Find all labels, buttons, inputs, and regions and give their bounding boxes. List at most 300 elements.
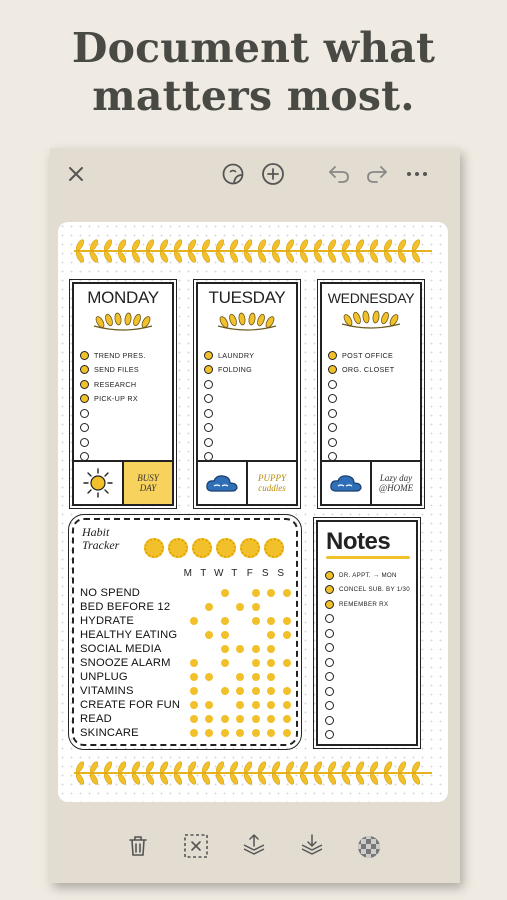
habit-cell[interactable] xyxy=(248,729,264,737)
task-item[interactable] xyxy=(204,363,254,378)
habit-list xyxy=(80,586,295,740)
leaf-mark xyxy=(187,239,198,252)
note-item[interactable] xyxy=(325,597,410,612)
leaf-mark xyxy=(201,251,212,264)
leaf-mark xyxy=(369,773,380,786)
habit-row[interactable] xyxy=(80,600,295,614)
note-bullet xyxy=(325,600,334,609)
sun-sticker-icon xyxy=(144,538,164,558)
note-bullet xyxy=(325,629,334,638)
note-item[interactable] xyxy=(325,699,410,714)
task-list xyxy=(80,348,146,464)
headline-line-1: Document what xyxy=(71,24,436,72)
habit-label: SKINCARE xyxy=(80,727,139,739)
day-title: WEDNESDAY xyxy=(327,290,415,306)
leaf-mark xyxy=(201,239,212,252)
habit-cell[interactable] xyxy=(264,645,280,653)
day-letter: T xyxy=(231,568,238,579)
habit-cell[interactable] xyxy=(279,687,295,695)
habit-check-dot xyxy=(267,729,275,737)
leaf-mark xyxy=(103,251,114,264)
habit-check-dot xyxy=(252,645,260,653)
habit-row[interactable] xyxy=(80,726,295,740)
task-label: LAUNDRY xyxy=(218,350,255,360)
task-bullet xyxy=(204,380,213,389)
task-item[interactable] xyxy=(328,421,394,436)
habit-row[interactable] xyxy=(80,628,295,642)
leaf-mark xyxy=(201,761,212,774)
habit-cell[interactable] xyxy=(279,603,295,611)
leaf-mark xyxy=(369,761,380,774)
habit-cell[interactable] xyxy=(202,729,218,737)
habit-check-dot xyxy=(252,687,260,695)
task-item[interactable] xyxy=(204,435,254,450)
habit-cell[interactable] xyxy=(233,617,249,625)
leaf-mark xyxy=(327,761,338,774)
task-item[interactable] xyxy=(328,377,394,392)
habit-cell[interactable] xyxy=(264,673,280,681)
task-list xyxy=(204,348,254,464)
habit-cell[interactable] xyxy=(248,673,264,681)
habit-cell[interactable] xyxy=(202,645,218,653)
habit-cell[interactable] xyxy=(248,617,264,625)
habit-check-dot xyxy=(267,701,275,709)
habit-check-dot xyxy=(221,659,229,667)
note-label: DR. APPT. → MON xyxy=(339,571,397,579)
leaf-mark xyxy=(89,251,100,264)
leaf-mark xyxy=(271,239,282,252)
leaf-mark xyxy=(355,239,366,252)
habit-cell[interactable] xyxy=(233,729,249,737)
day-card-monday[interactable] xyxy=(72,282,174,506)
task-bullet xyxy=(328,351,337,360)
habit-cell[interactable] xyxy=(264,729,280,737)
task-item[interactable] xyxy=(80,421,146,436)
habit-cell[interactable] xyxy=(186,645,202,653)
note-item[interactable] xyxy=(325,713,410,728)
notes-title: Notes xyxy=(326,528,391,555)
habit-check-dot xyxy=(267,589,275,597)
habit-cell[interactable] xyxy=(217,701,233,709)
habit-cell[interactable] xyxy=(186,659,202,667)
habit-cell[interactable] xyxy=(217,729,233,737)
import-icon[interactable] xyxy=(298,832,326,860)
habit-cell[interactable] xyxy=(264,687,280,695)
leaf-mark xyxy=(313,239,324,252)
habit-check-dot xyxy=(283,701,291,709)
habit-cell[interactable] xyxy=(217,603,233,611)
habit-cell[interactable] xyxy=(264,701,280,709)
leaf-mark xyxy=(103,239,114,252)
leaf-mark xyxy=(229,761,240,774)
habit-cell[interactable] xyxy=(233,603,249,611)
leaf-mark xyxy=(299,773,310,786)
habit-check-dot xyxy=(267,687,275,695)
habit-check-dot xyxy=(221,617,229,625)
note-label: REMEMBER RX xyxy=(339,600,389,608)
habit-cell[interactable] xyxy=(279,659,295,667)
habit-check-dot xyxy=(190,729,198,737)
leaf-mark xyxy=(411,761,422,774)
leaf-mark xyxy=(75,239,86,252)
transparency-icon[interactable] xyxy=(355,833,383,861)
notes-card[interactable] xyxy=(316,520,418,746)
leaf-mark xyxy=(383,761,394,774)
leaf-mark xyxy=(299,761,310,774)
task-bullet xyxy=(328,438,337,447)
task-item[interactable] xyxy=(204,421,254,436)
task-item[interactable] xyxy=(204,348,254,363)
habit-cell[interactable] xyxy=(217,645,233,653)
note-bullet xyxy=(325,571,334,580)
day-letter: W xyxy=(214,568,224,579)
leaf-mark xyxy=(243,251,254,264)
task-item[interactable] xyxy=(204,377,254,392)
footer-label: Lazy day @HOME xyxy=(378,473,414,493)
leaf-mark xyxy=(271,761,282,774)
habit-title-line-1: Habit xyxy=(82,525,110,539)
sun-sticker-icon xyxy=(216,538,236,558)
leaf-mark xyxy=(215,239,226,252)
habit-check-dot xyxy=(205,631,213,639)
task-bullet xyxy=(328,394,337,403)
task-bullet xyxy=(328,409,337,418)
note-bullet xyxy=(325,658,334,667)
habit-cell[interactable] xyxy=(202,715,218,723)
leaf-mark xyxy=(243,761,254,774)
habit-cell[interactable] xyxy=(202,631,218,639)
redo-icon[interactable] xyxy=(364,162,390,186)
task-item[interactable] xyxy=(80,406,146,421)
note-item[interactable] xyxy=(325,728,410,743)
habit-cell[interactable] xyxy=(202,673,218,681)
habit-cell[interactable] xyxy=(202,603,218,611)
day-title: TUESDAY xyxy=(208,288,286,307)
leaf-mark xyxy=(103,761,114,774)
habit-title-line-2: Tracker xyxy=(82,538,120,552)
leaf-mark xyxy=(411,773,422,786)
task-label: ORG. CLOSET xyxy=(342,365,395,375)
habit-cell[interactable] xyxy=(264,617,280,625)
habit-check-dot xyxy=(236,701,244,709)
habit-cell[interactable] xyxy=(264,715,280,723)
habit-cell[interactable] xyxy=(217,617,233,625)
note-item[interactable] xyxy=(325,670,410,685)
headline xyxy=(0,24,507,120)
habit-cell[interactable] xyxy=(202,659,218,667)
habit-check-dot xyxy=(267,617,275,625)
habit-check-dot xyxy=(283,631,291,639)
note-bullet xyxy=(325,672,334,681)
habit-cell[interactable] xyxy=(217,687,233,695)
habit-cell[interactable] xyxy=(248,645,264,653)
leaf-mark xyxy=(397,239,408,252)
note-item[interactable] xyxy=(325,612,410,627)
select-icon[interactable] xyxy=(182,832,210,860)
export-icon[interactable] xyxy=(240,832,268,860)
leaf-mark xyxy=(131,251,142,264)
habit-cell[interactable] xyxy=(248,701,264,709)
habit-cell[interactable] xyxy=(186,631,202,639)
habit-check-dot xyxy=(190,701,198,709)
habit-check-dot xyxy=(236,729,244,737)
leaf-mark xyxy=(215,251,226,264)
leaf-mark xyxy=(285,239,296,252)
habit-cell[interactable] xyxy=(186,729,202,737)
habit-label: SNOOZE ALARM xyxy=(80,657,171,669)
habit-label: VITAMINS xyxy=(80,685,134,697)
habit-cell[interactable] xyxy=(279,729,295,737)
day-letter: M xyxy=(183,568,192,579)
add-icon[interactable] xyxy=(260,161,286,187)
sun-sticker-icon xyxy=(192,538,212,558)
task-bullet xyxy=(80,438,89,447)
leaf-mark xyxy=(299,239,310,252)
day-title: MONDAY xyxy=(87,288,159,307)
note-item[interactable] xyxy=(325,568,410,583)
habit-check-dot xyxy=(221,715,229,723)
day-footer xyxy=(198,460,296,504)
habit-cell[interactable] xyxy=(186,715,202,723)
task-bullet xyxy=(80,409,89,418)
habit-cell[interactable] xyxy=(233,659,249,667)
habit-label: SOCIAL MEDIA xyxy=(80,643,162,655)
habit-cell[interactable] xyxy=(233,631,249,639)
habit-cell[interactable] xyxy=(202,687,218,695)
habit-check-dot xyxy=(283,715,291,723)
habit-check-dot xyxy=(267,659,275,667)
task-bullet xyxy=(328,380,337,389)
day-letter: S xyxy=(261,568,269,579)
habit-check-dot xyxy=(236,715,244,723)
leaf-mark xyxy=(257,761,268,774)
habit-check-dot xyxy=(221,589,229,597)
habit-check-dot xyxy=(267,715,275,723)
note-label: CONCEL SUB. BY 1/30 xyxy=(339,586,411,594)
habit-cell[interactable] xyxy=(186,617,202,625)
leaf-mark xyxy=(103,773,114,786)
task-bullet xyxy=(204,438,213,447)
leaf-mark xyxy=(411,239,422,252)
leaf-mark xyxy=(327,239,338,252)
note-bullet xyxy=(325,643,334,652)
close-icon[interactable] xyxy=(64,162,88,186)
leaf-mark xyxy=(75,773,86,786)
undo-icon[interactable] xyxy=(326,162,352,186)
sticker-icon[interactable] xyxy=(220,161,246,187)
leaf-mark xyxy=(173,251,184,264)
habit-check-dot xyxy=(267,645,275,653)
habit-cell[interactable] xyxy=(202,617,218,625)
trash-icon[interactable] xyxy=(126,833,150,859)
note-item[interactable] xyxy=(325,655,410,670)
habit-cell[interactable] xyxy=(217,715,233,723)
task-item[interactable] xyxy=(328,348,394,363)
note-item[interactable] xyxy=(325,684,410,699)
note-item[interactable] xyxy=(325,626,410,641)
habit-cell[interactable] xyxy=(264,659,280,667)
task-bullet xyxy=(80,365,89,374)
leaf-mark xyxy=(411,251,422,264)
habit-row[interactable] xyxy=(80,586,295,600)
habit-cell[interactable] xyxy=(248,659,264,667)
sun-sticker-icon xyxy=(168,538,188,558)
task-item[interactable] xyxy=(328,363,394,378)
habit-cell[interactable] xyxy=(186,673,202,681)
task-item[interactable] xyxy=(80,363,146,378)
habit-cell[interactable] xyxy=(217,659,233,667)
leaf-mark xyxy=(285,761,296,774)
leaf-mark xyxy=(173,239,184,252)
leaf-mark xyxy=(243,239,254,252)
day-footer xyxy=(322,460,420,504)
task-item[interactable] xyxy=(80,377,146,392)
task-bullet xyxy=(204,351,213,360)
habit-tracker[interactable] xyxy=(72,518,298,746)
habit-cell[interactable] xyxy=(264,603,280,611)
task-item[interactable] xyxy=(204,406,254,421)
task-bullet xyxy=(204,365,213,374)
habit-cell[interactable] xyxy=(233,715,249,723)
habit-row[interactable] xyxy=(80,698,295,712)
task-item[interactable] xyxy=(80,392,146,407)
habit-cell[interactable] xyxy=(233,701,249,709)
laurel-border-top-icon xyxy=(72,236,434,266)
habit-check-dot xyxy=(283,729,291,737)
leaf-mark xyxy=(341,239,352,252)
habit-cell[interactable] xyxy=(202,701,218,709)
leaf-mark xyxy=(271,251,282,264)
habit-cell[interactable] xyxy=(279,589,295,597)
habit-row[interactable] xyxy=(80,642,295,656)
habit-cell[interactable] xyxy=(279,715,295,723)
habit-cell[interactable] xyxy=(186,603,202,611)
habit-row[interactable] xyxy=(80,670,295,684)
leaf-mark xyxy=(173,773,184,786)
leaf-mark xyxy=(187,251,198,264)
habit-label: HYDRATE xyxy=(80,615,135,627)
task-item[interactable] xyxy=(328,406,394,421)
habit-check-dot xyxy=(252,729,260,737)
notes-list xyxy=(325,568,410,742)
habit-cell[interactable] xyxy=(217,673,233,681)
habit-tracker-title xyxy=(82,526,119,552)
habit-check-dot xyxy=(221,729,229,737)
habit-cell[interactable] xyxy=(233,687,249,695)
habit-check-dot xyxy=(190,659,198,667)
habit-cell[interactable] xyxy=(248,631,264,639)
habit-check-dot xyxy=(267,631,275,639)
habit-cell[interactable] xyxy=(217,589,233,597)
note-item[interactable] xyxy=(325,583,410,598)
leaf-mark xyxy=(187,761,198,774)
leaf-mark xyxy=(173,761,184,774)
habit-cell[interactable] xyxy=(202,589,218,597)
habit-cell[interactable] xyxy=(248,715,264,723)
habit-label: HEALTHY EATING xyxy=(80,629,178,641)
more-icon[interactable] xyxy=(404,162,430,186)
day-letter: T xyxy=(200,568,207,579)
task-item[interactable] xyxy=(328,435,394,450)
habit-cell[interactable] xyxy=(248,687,264,695)
task-bullet xyxy=(204,394,213,403)
day-card-tuesday[interactable] xyxy=(196,282,298,506)
habit-row[interactable] xyxy=(80,712,295,726)
habit-check-dot xyxy=(205,603,213,611)
day-card-wednesday[interactable] xyxy=(320,282,422,506)
leaf-mark xyxy=(299,251,310,264)
task-item[interactable] xyxy=(80,348,146,363)
leaf-mark xyxy=(355,773,366,786)
leaf-mark xyxy=(369,239,380,252)
habit-cell[interactable] xyxy=(279,673,295,681)
habit-cell[interactable] xyxy=(279,645,295,653)
leaf-mark xyxy=(313,251,324,264)
habit-check-dot xyxy=(252,659,260,667)
leaf-mark xyxy=(327,251,338,264)
habit-row[interactable] xyxy=(80,656,295,670)
leaf-mark xyxy=(215,773,226,786)
habit-cell[interactable] xyxy=(233,645,249,653)
leaf-mark xyxy=(159,761,170,774)
habit-check-dot xyxy=(205,701,213,709)
leaf-mark xyxy=(131,239,142,252)
leaf-mark xyxy=(257,773,268,786)
habit-cell[interactable] xyxy=(186,589,202,597)
task-item[interactable] xyxy=(80,435,146,450)
note-bullet xyxy=(325,585,334,594)
habit-cell[interactable] xyxy=(264,631,280,639)
habit-cell[interactable] xyxy=(279,617,295,625)
habit-row[interactable] xyxy=(80,684,295,698)
leaf-mark xyxy=(75,251,86,264)
note-bullet xyxy=(325,716,334,725)
leaf-mark xyxy=(145,251,156,264)
habit-check-dot xyxy=(236,603,244,611)
habit-cell[interactable] xyxy=(186,687,202,695)
habit-row[interactable] xyxy=(80,614,295,628)
habit-cell[interactable] xyxy=(248,589,264,597)
habit-cell[interactable] xyxy=(248,603,264,611)
leaf-mark xyxy=(229,251,240,264)
task-item[interactable] xyxy=(204,392,254,407)
habit-cell[interactable] xyxy=(279,631,295,639)
habit-cell[interactable] xyxy=(217,631,233,639)
habit-label: BED BEFORE 12 xyxy=(80,601,171,613)
leaf-mark xyxy=(327,773,338,786)
leaf-mark xyxy=(145,761,156,774)
note-item[interactable] xyxy=(325,641,410,656)
habit-cell[interactable] xyxy=(264,589,280,597)
habit-cell[interactable] xyxy=(233,673,249,681)
busy-day-sticker xyxy=(122,462,172,504)
habit-cell[interactable] xyxy=(186,701,202,709)
leaf-mark xyxy=(285,251,296,264)
habit-cell[interactable] xyxy=(233,589,249,597)
habit-check-dot xyxy=(221,687,229,695)
task-bullet xyxy=(328,423,337,432)
leaf-mark xyxy=(285,773,296,786)
leaf-mark xyxy=(131,761,142,774)
habit-cell[interactable] xyxy=(279,701,295,709)
leaf-mark xyxy=(383,251,394,264)
task-bullet xyxy=(80,380,89,389)
leaf-mark xyxy=(89,239,100,252)
leaf-mark xyxy=(229,239,240,252)
task-item[interactable] xyxy=(328,392,394,407)
lazy-day-sticker xyxy=(370,462,420,504)
notes-underline xyxy=(326,556,410,559)
